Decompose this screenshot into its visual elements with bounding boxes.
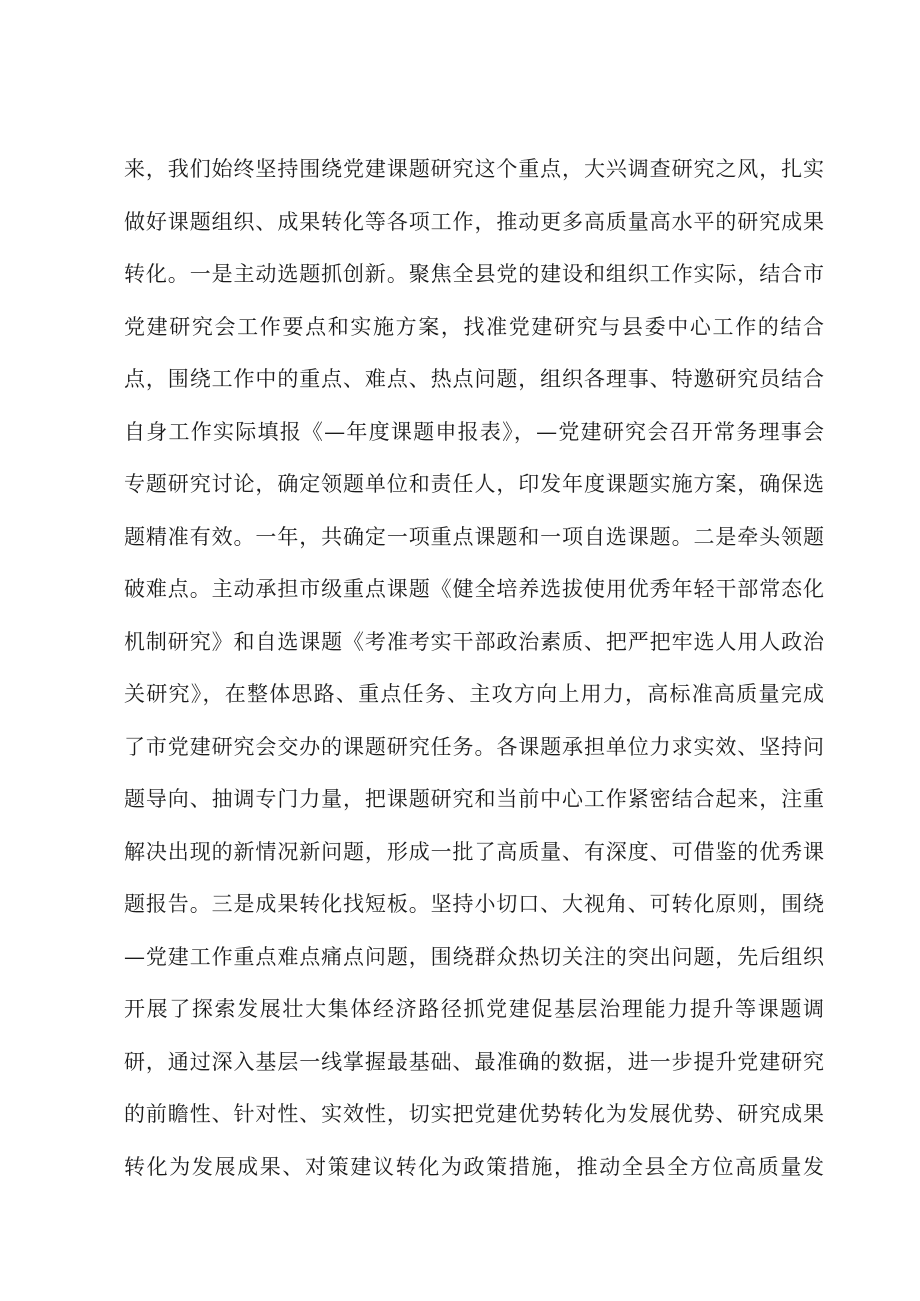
paragraph-line-1: 来，我们始终坚持围绕党建课题研究这个重点，大兴调查研究之风，扎实 <box>124 157 824 181</box>
paragraph-line-11: 关研究》，在整体思路、重点任务、主攻方向上用力，高标准高质量完成 <box>124 682 824 706</box>
paragraph-line-3: 转化。一是主动选题抓创新。聚焦全县党的建设和组织工作实际，结合市 <box>124 262 824 286</box>
paragraph-line-9: 破难点。主动承担市级重点课题《健全培养选拔使用优秀年轻干部常态化 <box>124 577 824 601</box>
paragraph-line-6: 自身工作实际填报《—年度课题申报表》，—党建研究会召开常务理事会 <box>124 419 824 444</box>
paragraph-line-10: 机制研究》和自选课题《考准考实干部政治素质、把严把牢选人用人政治 <box>124 629 824 654</box>
paragraph-line-15: 题报告。三是成果转化找短板。坚持小切口、大视角、可转化原则，围绕 <box>124 892 824 916</box>
paragraph-line-12: 了市党建研究会交办的课题研究任务。各课题承担单位力求实效、坚持问 <box>124 734 824 759</box>
paragraph-line-17: 开展了探索发展壮大集体经济路径抓党建促基层治理能力提升等课题调 <box>124 997 824 1021</box>
paragraph-line-20: 转化为发展成果、对策建议转化为政策措施，推动全县全方位高质量发 <box>124 1154 824 1179</box>
paragraph-line-16: —党建工作重点难点痛点问题，围绕群众热切关注的突出问题，先后组织 <box>124 944 824 969</box>
paragraph-line-8: 题精准有效。一年，共确定一项重点课题和一项自选课题。二是牵头领题 <box>124 524 824 549</box>
paragraph-line-7: 专题研究讨论，确定领题单位和责任人，印发年度课题实施方案，确保选 <box>124 472 824 496</box>
body-paragraph <box>124 143 824 1193</box>
paragraph-line-18: 研，通过深入基层一线掌握最基础、最准确的数据，进一步提升党建研究 <box>124 1049 824 1074</box>
paragraph-line-5: 点，围绕工作中的重点、难点、热点问题，组织各理事、特邀研究员结合 <box>124 367 824 391</box>
paragraph-line-13: 题导向、抽调专门力量，把课题研究和当前中心工作紧密结合起来，注重 <box>124 787 824 811</box>
paragraph-line-4: 党建研究会工作要点和实施方案，找准党建研究与县委中心工作的结合 <box>124 314 824 339</box>
paragraph-line-19: 的前瞻性、针对性、实效性，切实把党建优势转化为发展优势、研究成果 <box>124 1102 824 1126</box>
paragraph-line-14: 解决出现的新情况新问题，形成一批了高质量、有深度、可借鉴的优秀课 <box>124 839 824 864</box>
paragraph-line-2: 做好课题组织、成果转化等各项工作，推动更多高质量高水平的研究成果 <box>124 209 824 234</box>
